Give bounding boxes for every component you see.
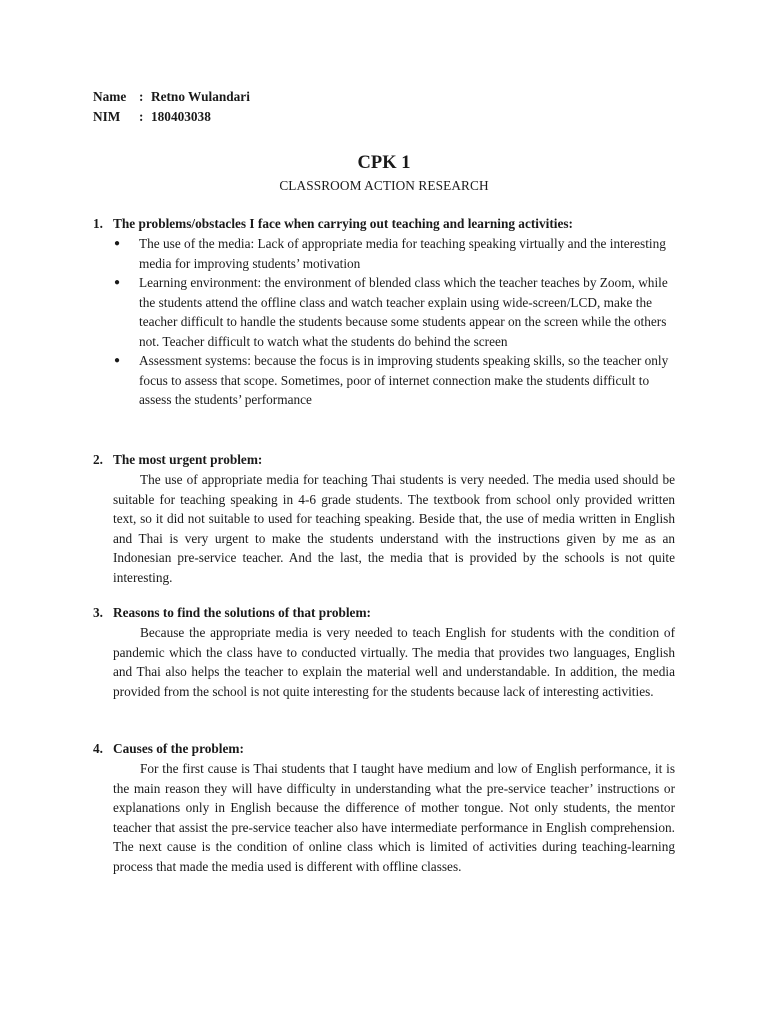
- section-number: 1.: [93, 216, 103, 231]
- section-title: The most urgent problem:: [113, 452, 263, 467]
- document-title: CPK 1: [357, 153, 411, 173]
- section-heading: [93, 603, 675, 623]
- section-heading: [93, 739, 675, 759]
- section-number: 2.: [93, 452, 103, 467]
- nim-separator: :: [139, 109, 144, 124]
- bullet-text: The use of the media: Lack of appropriate media for teaching speaking virtually and the interesting media for improving students’ motivation: [139, 236, 666, 271]
- section-heading: [93, 214, 675, 234]
- student-info: [93, 87, 250, 127]
- section-heading: [93, 450, 675, 470]
- bullet-icon: ●: [114, 355, 121, 366]
- name-separator: :: [139, 89, 144, 104]
- section-urgent-problem: [93, 450, 675, 588]
- section-number: 3.: [93, 605, 103, 620]
- section-causes: [93, 739, 675, 877]
- bullet-text: Learning environment: the environment of blended class which the teacher teaches by Zoom, while the students attend the offline class and watch teacher explain using wide-screen/LCD, make the teacher difficult to handle the students because some students appear on the screen while the others not. Teacher difficult to watch what the students do behind the screen: [139, 275, 668, 349]
- list-item: [93, 351, 675, 410]
- section-paragraph: For the first cause is Thai students that I taught have medium and low of English performance, it is the main reason they will have difficulty in understanding what the pre-service teacher’ instructions or explanations only in English because the difference of mother tongue. Not only students, the mentor teacher that assist the pre-service teacher also have intermediate performance in English comprehension. The next cause is the condition of online class which is limited of activities during teaching-learning process that made the media used is different with offline classes.: [113, 761, 675, 874]
- name-row: [93, 87, 250, 107]
- document-subtitle: CLASSROOM ACTION RESEARCH: [279, 178, 489, 193]
- nim-row: [93, 107, 250, 127]
- section-title: Reasons to find the solutions of that problem:: [113, 605, 371, 620]
- section-title: Causes of the problem:: [113, 741, 244, 756]
- bullet-icon: ●: [114, 277, 121, 288]
- name-label: Name: [93, 89, 127, 104]
- section-paragraph: Because the appropriate media is very needed to teach English for students with the condition of pandemic which the class have to conducted virtually. The media that provides two languages, English and Thai also helps the teacher to explain the material well and understandable. In addition, the media provided from the school is not quite interesting for the students because lack of interesting activities.: [113, 625, 675, 699]
- name-value: Retno Wulandari: [151, 89, 250, 104]
- section-reasons: [93, 603, 675, 701]
- bullet-text: Assessment systems: because the focus is in improving students speaking skills, so the teacher only focus to assess that scope. Sometimes, poor of internet connection make the students difficult to assess the students’ performance: [139, 353, 669, 407]
- bullet-list: [93, 234, 675, 410]
- nim-label: NIM: [93, 109, 121, 124]
- nim-value: 180403038: [151, 109, 211, 124]
- list-item: [93, 234, 675, 273]
- section-title: The problems/obstacles I face when carrying out teaching and learning activities:: [113, 216, 573, 231]
- section-problems: [93, 214, 675, 410]
- list-item: [93, 273, 675, 351]
- section-paragraph: The use of appropriate media for teaching Thai students is very needed. The media used should be suitable for teaching speaking in 4-6 grade students. The textbook from school only provided written text, so it did not suitable to used for teaching speaking. Beside that, the use of media written in English and Thai is very urgent to make the students understand with the instructions given by me as an Indonesian pre-service teacher. And the last, the media that is provided by the schools is not quite interesting.: [113, 472, 675, 585]
- section-number: 4.: [93, 741, 103, 756]
- bullet-icon: ●: [114, 238, 121, 249]
